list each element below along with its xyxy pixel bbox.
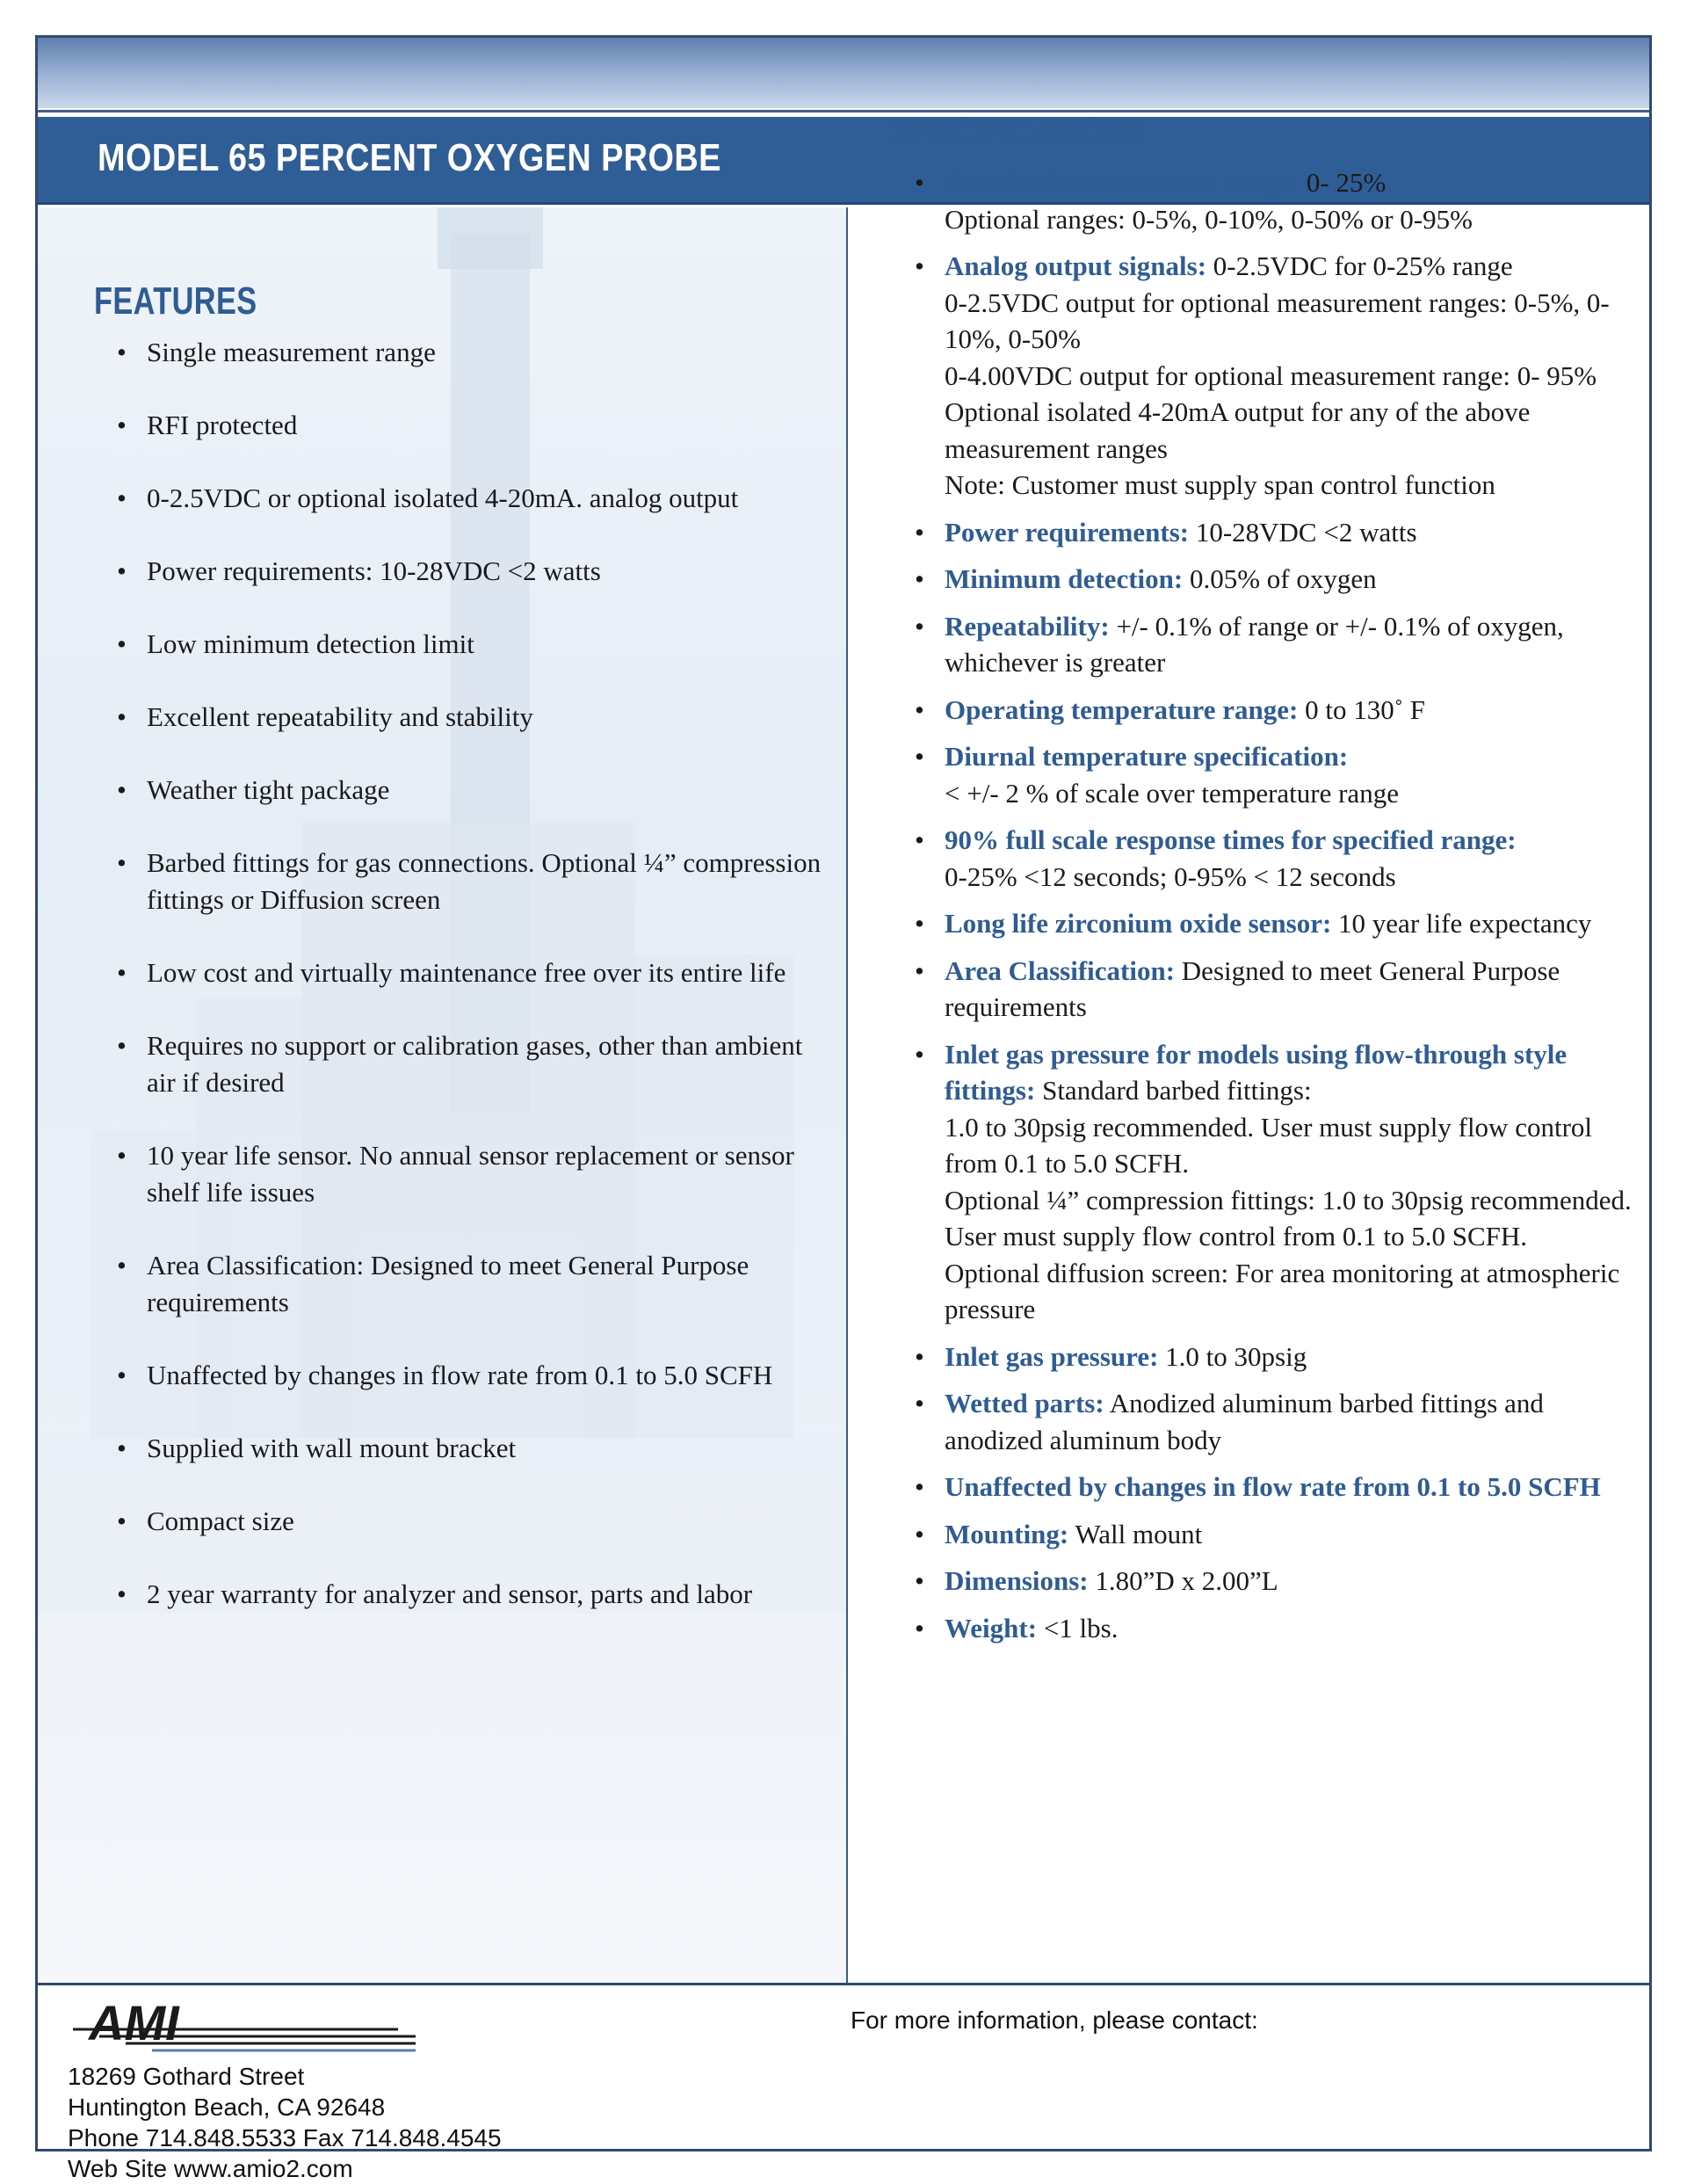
feature-item: • Low minimum detection limit: [117, 626, 829, 663]
spec-item: [915, 1469, 1644, 1506]
spec-label: Power requirements:: [945, 516, 1190, 548]
feature-item: • Single measurement range: [117, 334, 829, 371]
spec-label: Repeatability:: [945, 610, 1110, 642]
spec-value: <1 lbs.: [1037, 1612, 1119, 1643]
spec-item: [915, 561, 1644, 598]
spec-item: [915, 1036, 1644, 1328]
spec-value: Designed to meet General Purpose requirements: [945, 954, 1560, 1022]
feature-item: • Requires no support or calibration gases, other than ambient air if desired: [117, 1027, 829, 1101]
feature-item: • Low cost and virtually maintenance free over its entire life: [117, 954, 829, 991]
spec-item: [915, 1610, 1644, 1647]
spec-value: 0-2.5VDC for 0-25% range: [1206, 250, 1513, 281]
spec-item: [915, 1339, 1644, 1375]
spec-label: Weight:: [945, 1612, 1038, 1643]
spec-value: 0- 25%: [1300, 167, 1387, 198]
feature-item: • Area Classification: Designed to meet General Purpose requirements: [117, 1247, 829, 1321]
spec-detail-line: Optional diffusion screen: For area monitoring at atmospheric pressure: [945, 1257, 1620, 1324]
spec-label: Wetted parts:: [945, 1388, 1104, 1419]
spec-value: 10-28VDC <2 watts: [1189, 516, 1417, 548]
feature-item: • Compact size: [117, 1503, 829, 1540]
spec-item: [915, 514, 1644, 551]
contact-prompt: For more information, please contact:: [851, 2006, 1258, 2034]
feature-item: • Unaffected by changes in flow rate from 0.1 to 5.0 SCFH: [117, 1357, 829, 1394]
spec-label: Long life zirconium oxide sensor:: [945, 908, 1332, 939]
spec-label: Mounting:: [945, 1518, 1069, 1549]
ami-logo: [64, 1996, 433, 2057]
spec-item: [915, 905, 1644, 942]
feature-item: • Excellent repeatability and stability: [117, 699, 829, 736]
feature-item: • Supplied with wall mount bracket: [117, 1430, 829, 1467]
spec-label: Minimum detection:: [945, 563, 1184, 594]
page-frame: [35, 35, 1652, 2182]
address-phone: Phone 714.848.5533 Fax 714.848.4545: [68, 2124, 502, 2151]
spec-item: [915, 1516, 1644, 1553]
top-gradient-band: [38, 38, 1649, 108]
spec-label: Analog output signals:: [945, 250, 1207, 281]
spec-item: [915, 822, 1644, 895]
spec-item: [915, 738, 1644, 811]
spec-detail-line: Optional ranges: 0-5%, 0-10%, 0-50% or 0-95%: [945, 203, 1473, 235]
specifications-list: [915, 164, 1644, 1657]
features-column: [38, 207, 846, 1983]
feature-item: • 0-2.5VDC or optional isolated 4-20mA. analog output: [117, 480, 829, 517]
spec-detail-line: Optional isolated 4-20mA output for any of the above measurement ranges: [945, 396, 1531, 464]
feature-item: • Weather tight package: [117, 772, 829, 809]
spec-value: 1.0 to 30psig: [1158, 1340, 1307, 1372]
feature-item: • Barbed fittings for gas connections. Optional ¼” compression fittings or Diffusion screen: [117, 845, 829, 918]
top-rule: [38, 110, 1649, 112]
feature-item: • 10 year life sensor. No annual sensor replacement or sensor shelf life issues: [117, 1137, 829, 1211]
features-list: [117, 334, 829, 1649]
address-street: 18269 Gothard Street: [68, 2063, 305, 2090]
spec-item: [915, 164, 1644, 237]
spec-detail-line: Note: Customer must supply span control function: [945, 469, 1495, 500]
spec-detail-line: 0-2.5VDC output for optional measurement ranges: 0-5%, 0-10%, 0-50%: [945, 287, 1610, 354]
specifications-heading: SPECIFICATIONS: [892, 110, 1148, 153]
spec-detail-line: 0-4.00VDC output for optional measurement range: 0- 95%: [945, 359, 1597, 391]
spec-value: +/- 0.1% of range or +/- 0.1% of oxygen, whichever is greater: [945, 610, 1564, 678]
spec-value: Standard barbed fittings:: [1035, 1075, 1312, 1106]
company-address: [68, 2061, 502, 2184]
page-title: MODEL 65 PERCENT OXYGEN PROBE: [98, 136, 721, 179]
spec-label: Inlet gas pressure:: [945, 1340, 1159, 1372]
spec-detail-line: < +/- 2 % of scale over temperature range: [945, 777, 1399, 809]
spec-value: 10 year life expectancy: [1331, 908, 1592, 939]
spec-label: 90% full scale response times for specified range:: [945, 824, 1517, 855]
features-heading: FEATURES: [94, 279, 257, 323]
spec-item: [915, 1385, 1644, 1458]
address-website: Web Site www.amio2.com: [68, 2155, 353, 2182]
spec-item: [915, 608, 1644, 681]
spec-item: [915, 953, 1644, 1026]
spec-label: Operating temperature range:: [945, 693, 1299, 725]
spec-label: Diurnal temperature specification:: [945, 741, 1349, 772]
spec-label: Unaffected by changes in flow rate from 0.1 to 5.0 SCFH: [945, 1471, 1601, 1502]
spec-label: Area Classification:: [945, 954, 1176, 986]
spec-detail-line: 0-25% <12 seconds; 0-95% < 12 seconds: [945, 860, 1396, 892]
spec-item: [915, 692, 1644, 729]
spec-value: 1.80”D x 2.00”L: [1088, 1565, 1278, 1596]
spec-value: Wall mount: [1068, 1518, 1203, 1549]
spec-label: Standard measurement range:: [945, 167, 1300, 198]
spec-label: Dimensions:: [945, 1565, 1089, 1596]
address-city: Huntington Beach, CA 92648: [68, 2093, 386, 2121]
spec-item: [915, 1563, 1644, 1600]
column-divider: [846, 207, 848, 1983]
feature-item: • RFI protected: [117, 407, 829, 444]
spec-value: 0 to 130˚ F: [1298, 693, 1426, 725]
footer-rule: [38, 1983, 1649, 1985]
spec-detail-line: 1.0 to 30psig recommended. User must supply flow control from 0.1 to 5.0 SCFH.: [945, 1111, 1593, 1179]
feature-item: • Power requirements: 10-28VDC <2 watts: [117, 553, 829, 590]
spec-label: Inlet gas pressure for models using flow-through style fittings:: [945, 1038, 1568, 1106]
spec-detail-line: Optional ¼” compression fittings: 1.0 to 30psig recommended. User must supply flow control from 0.1 to 5.0 SCFH.: [945, 1184, 1632, 1252]
svg-text:AMI: AMI: [89, 1995, 179, 2050]
spec-value: Anodized aluminum barbed fittings and anodized aluminum body: [945, 1388, 1544, 1455]
spec-value: 0.05% of oxygen: [1183, 563, 1377, 594]
spec-item: [915, 248, 1644, 504]
feature-item: • 2 year warranty for analyzer and sensor, parts and labor: [117, 1576, 829, 1613]
